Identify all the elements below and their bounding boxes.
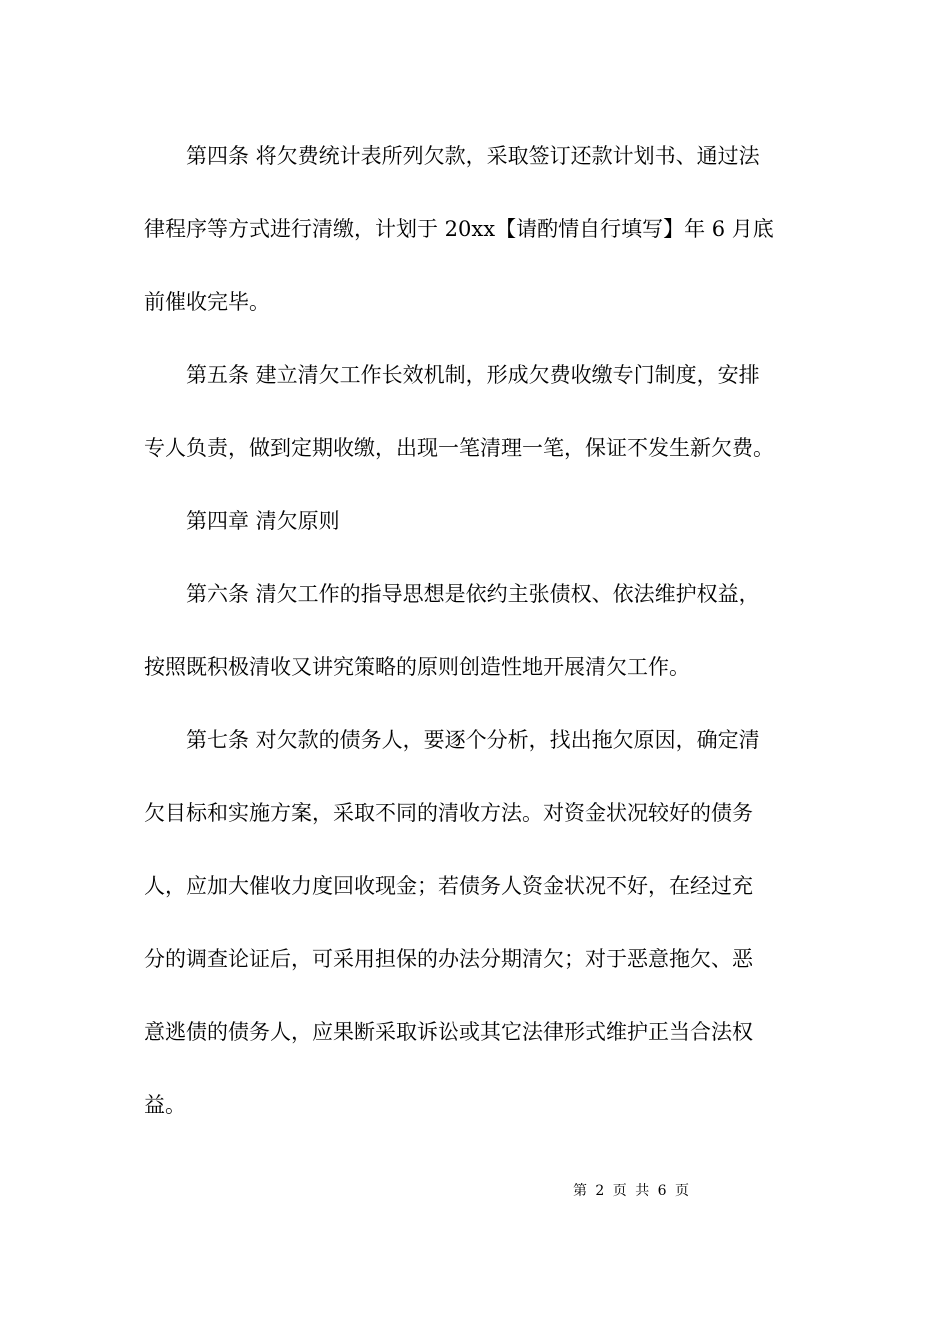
paragraph-article-7 <box>144 720 809 1125</box>
text-line: 第七条 对欠款的债务人，要逐个分析，找出拖欠原因，确定清 <box>186 728 760 752</box>
paragraph-article-4 <box>144 136 809 322</box>
document-body <box>144 136 809 1158</box>
paragraph-article-5 <box>144 355 809 468</box>
text-line: 第五条 建立清欠工作长效机制，形成欠费收缴专门制度，安排 <box>186 363 760 387</box>
chapter-heading <box>144 501 809 541</box>
text-line: 意逃债的债务人，应果断采取诉讼或其它法律形式维护正当合法权 <box>144 1020 753 1044</box>
text-line: 第四条 将欠费统计表所列欠款，采取签订还款计划书、通过法 <box>186 144 760 168</box>
text-line: 第六条 清欠工作的指导思想是依约主张债权、依法维护权益， <box>186 582 760 606</box>
text-line: 益。 <box>144 1093 186 1117</box>
text-line: 欠目标和实施方案，采取不同的清收方法。对资金状况较好的债务 <box>144 801 753 825</box>
text-line: 按照既积极清收又讲究策略的原则创造性地开展清欠工作。 <box>144 655 690 679</box>
page-number: 第 2 页 共 6 页 <box>572 1183 692 1199</box>
text-line: 专人负责，做到定期收缴，出现一笔清理一笔，保证不发生新欠费。 <box>144 436 774 460</box>
text-line: 人，应加大催收力度回收现金；若债务人资金状况不好，在经过充 <box>144 874 753 898</box>
text-line: 律程序等方式进行清缴，计划于 20xx【请酌情自行填写】年 6 月底 <box>144 217 774 241</box>
text-line: 分的调查论证后，可采用担保的办法分期清欠；对于恶意拖欠、恶 <box>144 947 753 971</box>
text-line: 第四章 清欠原则 <box>186 509 340 533</box>
paragraph-article-6 <box>144 574 809 687</box>
text-line: 前催收完毕。 <box>144 290 270 314</box>
page-footer <box>0 1180 950 1200</box>
